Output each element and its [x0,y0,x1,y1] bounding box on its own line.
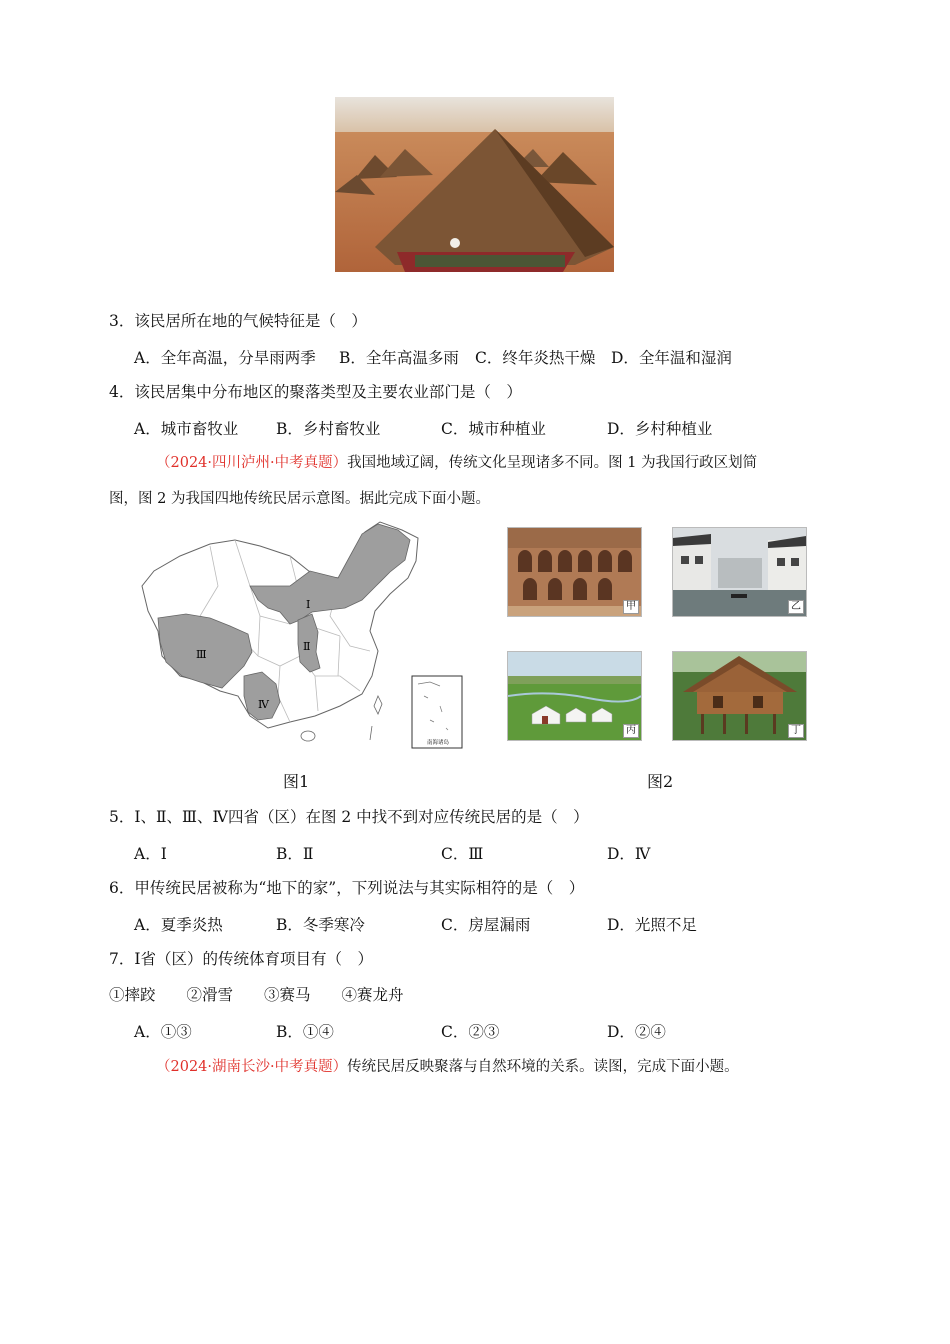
question-3-option-b: B．全年高温多雨 [339,349,459,367]
china-admin-map [140,516,470,752]
photo-yi-water-town [672,527,807,617]
question-5-option-d: D．Ⅳ [607,845,651,863]
question-6-stem: 6．甲传统民居被称为“地下的家”，下列说法与其实际相符的是（ ） [109,879,585,897]
figure-2-caption: 图2 [647,772,674,791]
question-5-stem: 5．Ⅰ、Ⅱ、Ⅲ、Ⅳ四省（区）在图 2 中找不到对应传统民居的是（ ） [109,808,589,826]
question-7-option-c: C．②③ [441,1023,500,1041]
figure-1-caption: 图1 [283,772,310,791]
question-7-option-a: A．①③ [134,1023,192,1041]
intro-1-line-1 [156,452,757,474]
intro-1-source: （2024·四川泸州·中考真题） [156,455,348,471]
intro-1-text: 我国地域辽阔，传统文化呈现诸多不同。图 1 为我国行政区划简 [347,455,758,471]
question-6-option-a: A．夏季炎热 [134,916,223,934]
photo-label-ding: 丁 [788,724,804,738]
photo-label-bing: 丙 [623,724,639,738]
question-3-option-a: A．全年高温，分旱雨两季 [134,349,316,367]
desert-tent-photo [335,97,614,272]
question-3-option-c: C．终年炎热干燥 [475,349,596,367]
question-5-option-a: A．Ⅰ [134,845,167,863]
region-label-3: Ⅲ [196,648,207,661]
question-4-option-b: B．乡村畜牧业 [276,420,381,438]
intro-2-line [156,1056,739,1078]
question-3-stem: 3．该民居所在地的气候特征是（ ） [109,312,367,330]
intro-1-line-2: 图，图 2 为我国四地传统民居示意图。据此完成下面小题。 [109,491,490,507]
inset-label: 南海诸岛 [426,740,450,746]
question-6-option-b: B．冬季寒冷 [276,916,365,934]
question-7-option-d: D．②④ [607,1023,666,1041]
question-3-option-d: D．全年温和湿润 [611,349,732,367]
question-4-option-c: C．城市种植业 [441,420,546,438]
question-7-stem: 7．Ⅰ省（区）的传统体育项目有（ ） [109,950,373,968]
region-label-1: Ⅰ [306,598,311,611]
photo-ding-stilt-house [672,651,807,741]
photo-label-yi: 乙 [788,600,804,614]
question-5-option-c: C．Ⅲ [441,845,484,863]
intro-2-source: （2024·湖南长沙·中考真题） [156,1059,348,1075]
question-7-items: ①摔跤 ②滑雪 ③赛马 ④赛龙舟 [109,986,404,1004]
question-4-stem: 4．该民居集中分布地区的聚落类型及主要农业部门是（ ） [109,383,522,401]
question-5-option-b: B．Ⅱ [276,845,314,863]
region-label-4: Ⅳ [258,698,269,711]
question-7-option-b: B．①④ [276,1023,334,1041]
question-6-option-c: C．房屋漏雨 [441,916,531,934]
region-label-2: Ⅱ [303,640,311,653]
photo-jia-cave-dwelling [507,527,642,617]
photo-bing-yurts [507,651,642,741]
photo-label-jia: 甲 [623,600,639,614]
question-6-option-d: D．光照不足 [607,916,697,934]
intro-2-text: 传统民居反映聚落与自然环境的关系。读图，完成下面小题。 [347,1059,739,1075]
question-4-option-a: A．城市畜牧业 [134,420,239,438]
question-4-option-d: D．乡村种植业 [607,420,713,438]
